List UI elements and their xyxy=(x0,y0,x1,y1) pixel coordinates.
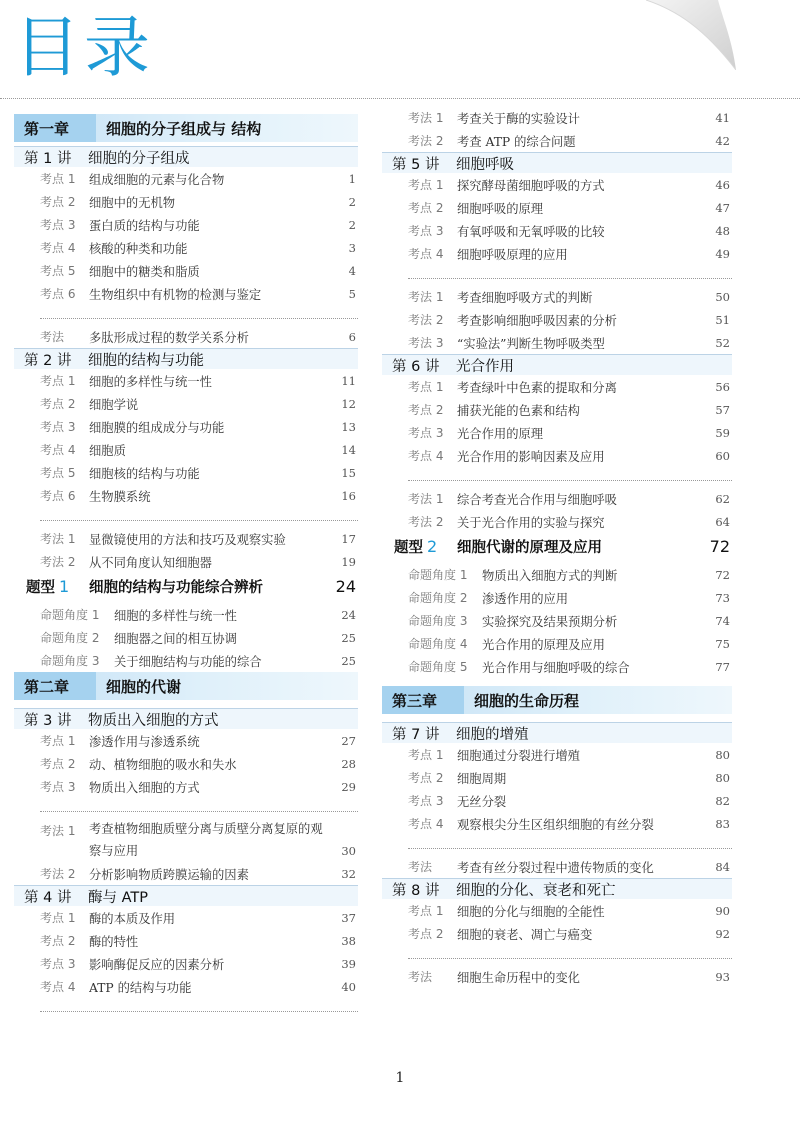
chapter-number: 第一章 xyxy=(14,114,96,142)
entry-title: 考查影响细胞呼吸因素的分析 xyxy=(457,313,617,328)
toc-entry[interactable] xyxy=(14,484,358,507)
entry-label: 命题角度 2 xyxy=(40,631,100,645)
entry-label: 考法 xyxy=(408,970,433,984)
lecture-header[interactable] xyxy=(14,146,358,167)
entry-label: 考法 2 xyxy=(40,555,76,569)
entry-label: 考点 6 xyxy=(40,287,76,301)
toc-entry[interactable] xyxy=(382,609,732,632)
toc-entry[interactable] xyxy=(382,510,732,533)
topic-title: 细胞代谢的原理及应用 xyxy=(457,539,602,556)
entry-title: 物质出入细胞方式的判断 xyxy=(482,568,618,583)
lecture-number: 第 5 讲 xyxy=(392,156,440,173)
entry-title: 考查 ATP 的综合问题 xyxy=(457,134,576,149)
toc-entry[interactable] xyxy=(382,421,732,444)
entry-page-number: 5 xyxy=(348,286,356,301)
entry-title: 细胞呼吸的原理 xyxy=(457,201,544,216)
entry-title: 渗透作用与渗透系统 xyxy=(89,734,200,749)
entry-title: 细胞的分化与细胞的全能性 xyxy=(457,904,605,919)
entry-page-number: 24 xyxy=(341,607,356,622)
entry-title: 显微镜使用的方法和技巧及观察实验 xyxy=(89,532,286,547)
entry-label: 考点 2 xyxy=(408,403,444,417)
lecture-header[interactable] xyxy=(382,722,732,743)
topic-label-text: 题型 xyxy=(26,579,55,596)
entry-label: 命题角度 1 xyxy=(40,608,100,622)
toc-entry[interactable] xyxy=(14,952,358,975)
entry-title: 捕获光能的色素和结构 xyxy=(457,403,580,418)
entry-label: 命题角度 4 xyxy=(408,637,468,651)
entry-title: 生物膜系统 xyxy=(89,489,151,504)
entry-page-number: 72 xyxy=(715,567,730,582)
entry-page-number: 73 xyxy=(715,590,730,605)
entry-label: 考法 2 xyxy=(408,134,444,148)
entry-page-number: 29 xyxy=(341,779,356,794)
toc-entry[interactable] xyxy=(14,392,358,415)
entry-label: 考点 2 xyxy=(408,771,444,785)
entry-title: 生物组织中有机物的检测与鉴定 xyxy=(89,287,262,302)
entry-page-number: 14 xyxy=(341,442,356,457)
entry-page-number: 17 xyxy=(341,531,356,546)
dotted-separator xyxy=(40,507,358,521)
toc-entry[interactable] xyxy=(14,929,358,952)
toc-entry[interactable] xyxy=(14,415,358,438)
toc-entry[interactable] xyxy=(14,190,358,213)
entry-label: 考点 1 xyxy=(408,380,444,394)
toc-entry[interactable] xyxy=(382,398,732,421)
entry-page-number: 12 xyxy=(341,396,356,411)
entry-title: 细胞的衰老、凋亡与癌变 xyxy=(457,927,593,942)
entry-page-number: 52 xyxy=(715,335,730,350)
entry-label: 考点 3 xyxy=(40,420,76,434)
entry-page-number: 1 xyxy=(348,171,356,186)
entry-title: 无丝分裂 xyxy=(457,794,507,809)
toc-entry[interactable] xyxy=(382,242,732,265)
entry-title: 影响酶促反应的因素分析 xyxy=(89,957,225,972)
spacer xyxy=(382,714,732,722)
lecture-header[interactable] xyxy=(14,885,358,906)
entry-page-number: 57 xyxy=(715,402,730,417)
entry-title: 物质出入细胞的方式 xyxy=(89,780,200,795)
entry-page-number: 62 xyxy=(715,491,730,506)
entry-page-number: 56 xyxy=(715,379,730,394)
entry-page-number: 28 xyxy=(341,756,356,771)
chapter-number: 第三章 xyxy=(382,686,464,714)
entry-title: 光合作用的原理及应用 xyxy=(482,637,605,652)
lecture-number: 第 6 讲 xyxy=(392,358,440,375)
entry-page-number: 60 xyxy=(715,448,730,463)
lecture-title: 细胞的结构与功能 xyxy=(88,352,204,369)
entry-title: 渗透作用的应用 xyxy=(482,591,569,606)
lecture-number: 第 8 讲 xyxy=(392,882,440,899)
entry-label: 考点 3 xyxy=(40,218,76,232)
toc-entry[interactable] xyxy=(14,527,358,550)
toc-entry[interactable] xyxy=(14,862,358,885)
toc-entry[interactable] xyxy=(382,106,732,129)
entry-label: 考点 5 xyxy=(40,264,76,278)
entry-title: 考查细胞呼吸方式的判断 xyxy=(457,290,593,305)
toc-entry[interactable] xyxy=(382,855,732,878)
lecture-title: 细胞呼吸 xyxy=(456,156,514,173)
entry-label: 考点 2 xyxy=(40,934,76,948)
entry-label: 考点 3 xyxy=(40,780,76,794)
toc-entry[interactable] xyxy=(382,196,732,219)
topic-number: 2 xyxy=(427,536,438,556)
dotted-separator xyxy=(408,835,732,849)
entry-page-number: 25 xyxy=(341,630,356,645)
entry-page-number: 90 xyxy=(715,903,730,918)
entry-page-number: 39 xyxy=(341,956,356,971)
topic-header[interactable] xyxy=(14,573,358,599)
entry-page-number: 40 xyxy=(341,979,356,994)
toc-entry[interactable] xyxy=(382,812,732,835)
entry-page-number: 93 xyxy=(715,969,730,984)
chapter-header xyxy=(14,114,358,142)
entry-title: 蛋白质的结构与功能 xyxy=(89,218,200,233)
entry-page-number: 6 xyxy=(348,329,356,344)
lecture-number: 第 3 讲 xyxy=(24,712,72,729)
entry-label: 考法 1 xyxy=(40,532,76,546)
toc-entry[interactable] xyxy=(382,308,732,331)
entry-title: 细胞中的无机物 xyxy=(89,195,176,210)
entry-label: 考点 1 xyxy=(408,178,444,192)
entry-page-number: 32 xyxy=(341,866,356,881)
dotted-separator xyxy=(40,798,358,812)
entry-label: 考点 1 xyxy=(40,172,76,186)
entry-title: 细胞生命历程中的变化 xyxy=(457,970,580,985)
entry-title: 组成细胞的元素与化合物 xyxy=(89,172,225,187)
entry-page-number: 64 xyxy=(715,514,730,529)
entry-page-number: 13 xyxy=(341,419,356,434)
entry-title: 酶的本质及作用 xyxy=(89,911,176,926)
page-title: 目录 xyxy=(14,9,154,86)
chapter-title: 细胞的生命历程 xyxy=(474,691,580,710)
toc-entry[interactable] xyxy=(382,632,732,655)
entry-title: 光合作用与细胞呼吸的综合 xyxy=(482,660,630,675)
entry-label: 考点 3 xyxy=(408,224,444,238)
entry-page-number: 11 xyxy=(341,373,356,388)
entry-page-number: 38 xyxy=(341,933,356,948)
entry-page-number: 3 xyxy=(348,240,356,255)
lecture-header[interactable] xyxy=(14,348,358,369)
entry-page-number: 50 xyxy=(715,289,730,304)
topic-page-number: 72 xyxy=(709,536,730,556)
entry-label: 考点 1 xyxy=(408,748,444,762)
entry-label: 考点 1 xyxy=(40,734,76,748)
toc-entry[interactable] xyxy=(382,586,732,609)
toc-entry[interactable] xyxy=(14,325,358,348)
entry-label: 考点 1 xyxy=(40,374,76,388)
toc-entry[interactable] xyxy=(14,649,358,672)
toc-entry[interactable] xyxy=(14,282,358,305)
dotted-separator xyxy=(40,305,358,319)
entry-page-number: 41 xyxy=(715,110,730,125)
entry-title: 细胞中的糖类和脂质 xyxy=(89,264,200,279)
toc-entry[interactable] xyxy=(14,213,358,236)
entry-label: 考法 xyxy=(40,330,65,344)
topic-number: 1 xyxy=(59,576,70,596)
entry-title: 核酸的种类和功能 xyxy=(89,241,188,256)
lecture-title: 物质出入细胞的方式 xyxy=(88,712,219,729)
toc-entry[interactable] xyxy=(382,766,732,789)
toc-entry[interactable] xyxy=(382,285,732,308)
entry-page-number: 74 xyxy=(715,613,730,628)
entry-title: 考查关于酶的实验设计 xyxy=(457,111,580,126)
lecture-number: 第 2 讲 xyxy=(24,352,72,369)
dotted-separator xyxy=(408,467,732,481)
entry-label: 考点 3 xyxy=(408,426,444,440)
toc-entry[interactable] xyxy=(14,752,358,775)
entry-label: 考点 2 xyxy=(40,397,76,411)
lecture-title: 细胞的增殖 xyxy=(456,726,529,743)
entry-page-number: 48 xyxy=(715,223,730,238)
entry-label: 考法 2 xyxy=(40,867,76,881)
entry-page-number: 77 xyxy=(715,659,730,674)
toc-right-column xyxy=(382,106,732,988)
entry-title: 细胞周期 xyxy=(457,771,507,786)
toc-entry[interactable] xyxy=(382,743,732,766)
entry-title: 细胞核的结构与功能 xyxy=(89,466,200,481)
entry-page-number: 80 xyxy=(715,747,730,762)
page-number: 1 xyxy=(395,1070,405,1086)
entry-label: 考点 2 xyxy=(40,757,76,771)
entry-label: 考点 6 xyxy=(40,489,76,503)
lecture-number: 第 7 讲 xyxy=(392,726,440,743)
entry-page-number: 4 xyxy=(348,263,356,278)
toc-entry[interactable] xyxy=(382,965,732,988)
entry-title: 细胞器之间的相互协调 xyxy=(114,631,237,646)
page-curl-decoration xyxy=(646,0,736,70)
lecture-header[interactable] xyxy=(382,354,732,375)
entry-label: 命题角度 3 xyxy=(40,654,100,668)
entry-title: 动、植物细胞的吸水和失水 xyxy=(89,757,237,772)
topic-header[interactable] xyxy=(382,533,732,559)
toc-entry[interactable] xyxy=(14,369,358,392)
toc-entry[interactable] xyxy=(14,818,358,862)
entry-title: 有氧呼吸和无氧呼吸的比较 xyxy=(457,224,605,239)
toc-entry[interactable] xyxy=(14,906,358,929)
toc-entry[interactable] xyxy=(382,655,732,678)
entry-page-number: 80 xyxy=(715,770,730,785)
entry-title: 细胞的多样性与统一性 xyxy=(89,374,212,389)
toc-entry[interactable] xyxy=(14,550,358,573)
entry-title: 光合作用的原理 xyxy=(457,426,544,441)
entry-title: 从不同角度认知细胞器 xyxy=(89,555,212,570)
entry-title: 关于细胞结构与功能的综合 xyxy=(114,654,262,669)
entry-title: 考查绿叶中色素的提取和分离 xyxy=(457,380,617,395)
dotted-separator xyxy=(408,945,732,959)
entry-title: 观察根尖分生区组织细胞的有丝分裂 xyxy=(457,817,654,832)
entry-label: 考点 4 xyxy=(408,817,444,831)
entry-page-number: 27 xyxy=(341,733,356,748)
chapter-header xyxy=(14,672,358,700)
entry-title: 细胞通过分裂进行增殖 xyxy=(457,748,580,763)
lecture-number: 第 4 讲 xyxy=(24,889,72,906)
entry-page-number: 49 xyxy=(715,246,730,261)
entry-title: 细胞学说 xyxy=(89,397,139,412)
entry-title: 光合作用的影响因素及应用 xyxy=(457,449,605,464)
entry-title: 酶的特性 xyxy=(89,934,139,949)
entry-page-number: 75 xyxy=(715,636,730,651)
entry-label: 考点 2 xyxy=(40,195,76,209)
toc-entry[interactable] xyxy=(14,626,358,649)
entry-label: 考点 4 xyxy=(40,443,76,457)
title-divider xyxy=(0,98,800,99)
entry-label: 考点 1 xyxy=(40,911,76,925)
entry-label: 考点 5 xyxy=(40,466,76,480)
entry-page-number: 16 xyxy=(341,488,356,503)
dotted-separator xyxy=(40,998,358,1012)
entry-page-number: 46 xyxy=(715,177,730,192)
entry-title: 关于光合作用的实验与探究 xyxy=(457,515,605,530)
entry-label: 考法 3 xyxy=(408,336,444,350)
entry-label: 考法 2 xyxy=(408,515,444,529)
entry-page-number: 82 xyxy=(715,793,730,808)
lecture-header[interactable] xyxy=(14,708,358,729)
lecture-title: 细胞的分化、衰老和死亡 xyxy=(456,882,616,899)
lecture-title: 细胞的分子组成 xyxy=(88,150,190,167)
entry-label: 考点 4 xyxy=(40,241,76,255)
toc-entry[interactable] xyxy=(14,461,358,484)
lecture-number: 第 1 讲 xyxy=(24,150,72,167)
lecture-header[interactable] xyxy=(382,878,732,899)
entry-label: 考法 1 xyxy=(408,492,444,506)
chapter-number: 第二章 xyxy=(14,672,96,700)
toc-entry[interactable] xyxy=(382,789,732,812)
spacer xyxy=(14,700,358,708)
entry-title: “实验法”判断生物呼吸类型 xyxy=(457,336,605,351)
entry-title: ATP 的结构与功能 xyxy=(89,980,192,995)
entry-title: 探究酵母菌细胞呼吸的方式 xyxy=(457,178,605,193)
entry-title: 综合考查光合作用与细胞呼吸 xyxy=(457,492,617,507)
entry-label: 命题角度 5 xyxy=(408,660,468,674)
toc-entry[interactable] xyxy=(382,331,732,354)
toc-entry[interactable] xyxy=(382,173,732,196)
chapter-title: 细胞的代谢 xyxy=(106,677,182,696)
entry-page-number: 47 xyxy=(715,200,730,215)
entry-label: 考点 2 xyxy=(408,927,444,941)
entry-title: 考查植物细胞质壁分离与质壁分离复原的观察与应用 xyxy=(89,822,323,858)
entry-label: 命题角度 2 xyxy=(408,591,468,605)
entry-title: 细胞呼吸原理的应用 xyxy=(457,247,568,262)
entry-page-number: 19 xyxy=(341,554,356,569)
entry-title: 细胞质 xyxy=(89,443,126,458)
entry-page-number: 37 xyxy=(341,910,356,925)
toc-entry[interactable] xyxy=(14,975,358,998)
entry-label: 考点 4 xyxy=(408,449,444,463)
entry-label: 考法 2 xyxy=(408,313,444,327)
spacer xyxy=(382,678,732,686)
entry-page-number: 84 xyxy=(715,859,730,874)
lecture-title: 酶与 ATP xyxy=(88,889,149,906)
toc-entry[interactable] xyxy=(382,129,732,152)
toc-entry[interactable] xyxy=(382,922,732,945)
entry-label: 考点 1 xyxy=(408,904,444,918)
entry-page-number: 59 xyxy=(715,425,730,440)
entry-title: 多肽形成过程的数学关系分析 xyxy=(89,330,249,345)
toc-entry[interactable] xyxy=(382,444,732,467)
lecture-header[interactable] xyxy=(382,152,732,173)
entry-label: 考法 xyxy=(408,860,433,874)
toc-entry[interactable] xyxy=(14,438,358,461)
entry-page-number: 25 xyxy=(341,653,356,668)
entry-page-number: 51 xyxy=(715,312,730,327)
entry-label: 命题角度 3 xyxy=(408,614,468,628)
entry-page-number: 30 xyxy=(341,844,356,858)
topic-title: 细胞的结构与功能综合辨析 xyxy=(89,579,263,596)
topic-page-number: 24 xyxy=(335,576,356,596)
topic-label xyxy=(14,576,89,597)
toc-entry[interactable] xyxy=(14,167,358,190)
entry-page-number: 42 xyxy=(715,133,730,148)
toc-entry[interactable] xyxy=(382,563,732,586)
toc-left-column xyxy=(14,114,358,1018)
toc-entry[interactable] xyxy=(14,729,358,752)
entry-page-number: 15 xyxy=(341,465,356,480)
toc-entry[interactable] xyxy=(382,899,732,922)
entry-title: 细胞膜的组成成分与功能 xyxy=(89,420,225,435)
entry-label: 考法 1 xyxy=(40,824,76,838)
chapter-header xyxy=(382,686,732,714)
entry-page-number: 92 xyxy=(715,926,730,941)
entry-label: 考点 4 xyxy=(40,980,76,994)
topic-label-text: 题型 xyxy=(394,539,423,556)
entry-title: 考查有丝分裂过程中遗传物质的变化 xyxy=(457,860,654,875)
toc-entry[interactable] xyxy=(382,219,732,242)
entry-label: 考法 1 xyxy=(408,111,444,125)
lecture-title: 光合作用 xyxy=(456,358,514,375)
dotted-separator xyxy=(408,265,732,279)
topic-label xyxy=(382,536,457,557)
entry-title: 细胞的多样性与统一性 xyxy=(114,608,237,623)
entry-label: 考点 3 xyxy=(408,794,444,808)
toc-entry[interactable] xyxy=(14,236,358,259)
entry-label: 命题角度 1 xyxy=(408,568,468,582)
entry-title: 分析影响物质跨膜运输的因素 xyxy=(89,867,249,882)
entry-label: 考点 2 xyxy=(408,201,444,215)
toc-entry[interactable] xyxy=(382,375,732,398)
toc-entry[interactable] xyxy=(14,603,358,626)
toc-entry[interactable] xyxy=(14,259,358,282)
toc-entry[interactable] xyxy=(14,775,358,798)
entry-title: 实验探究及结果预期分析 xyxy=(482,614,618,629)
entry-page-number: 2 xyxy=(348,194,356,209)
entry-label: 考法 1 xyxy=(408,290,444,304)
toc-entry[interactable] xyxy=(382,487,732,510)
entry-page-number: 2 xyxy=(348,217,356,232)
entry-label: 考点 3 xyxy=(40,957,76,971)
chapter-title: 细胞的分子组成与 结构 xyxy=(106,119,262,138)
entry-label: 考点 4 xyxy=(408,247,444,261)
entry-page-number: 83 xyxy=(715,816,730,831)
